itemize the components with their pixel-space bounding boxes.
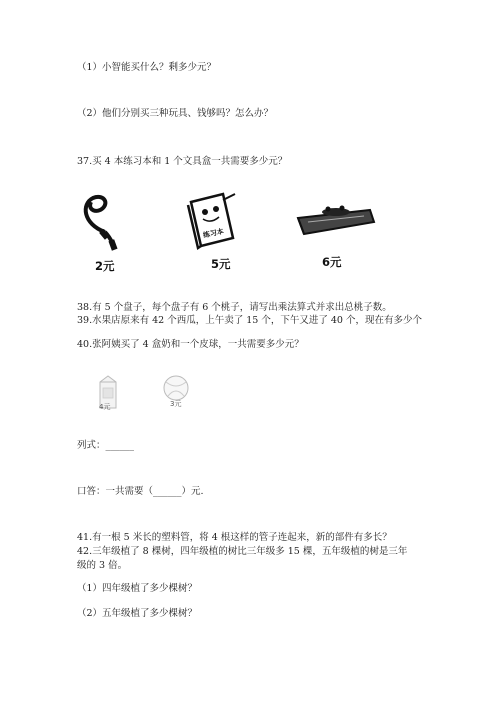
formula-line: 列式：______ [77, 440, 135, 451]
question-42-sub-2: （2）五年级植了多少棵树？ [77, 608, 198, 619]
question-sub-1: （1）小智能买什么？剩多少元？ [77, 62, 217, 73]
jump-rope-price: 2元 [95, 259, 115, 273]
question-40: 40.张阿姨买了 4 盒奶和一个皮球，一共需要多少元？ [77, 339, 304, 350]
pencil-box-price: 6元 [322, 255, 342, 269]
pencil-box-image [294, 200, 376, 240]
question-42-sub-1: （1）四年级植了多少棵树？ [77, 583, 198, 594]
answer-line: 口答：一共需要（______）元. [77, 486, 204, 497]
question-41: 41.有一根 5 米长的塑料管，将 4 根这样的管子连起来，新的部件有多长？ [77, 532, 392, 543]
question-39: 39.水果店原来有 42 个西瓜，上午卖了 15 个，下午又进了 40 个，现在有多少个 [77, 315, 422, 326]
question-37: 37.买 4 本练习本和 1 个文具盒一共需要多少元？ [77, 156, 288, 167]
notebook-label: 练习本 [202, 227, 225, 240]
question-sub-2: （2）他们分别买三种玩具、钱够吗？怎么办？ [77, 108, 274, 119]
question-42-line-2: 级的 3 倍。 [77, 560, 128, 571]
ball-price: 3元 [170, 400, 182, 408]
milk-price: 4元 [99, 403, 111, 411]
notebook-price: 5元 [211, 257, 231, 271]
question-38: 38.有 5 个盘子，每个盘子有 6 个桃子，请写出乘法算式并求出总桃子数。 [77, 302, 392, 313]
notebook-image [183, 190, 238, 252]
jump-rope-image [75, 192, 135, 252]
question-42-line-1: 42.三年级植了 8 棵树，四年级植的树比三年级多 15 棵，五年级植的树是三年 [77, 546, 408, 557]
